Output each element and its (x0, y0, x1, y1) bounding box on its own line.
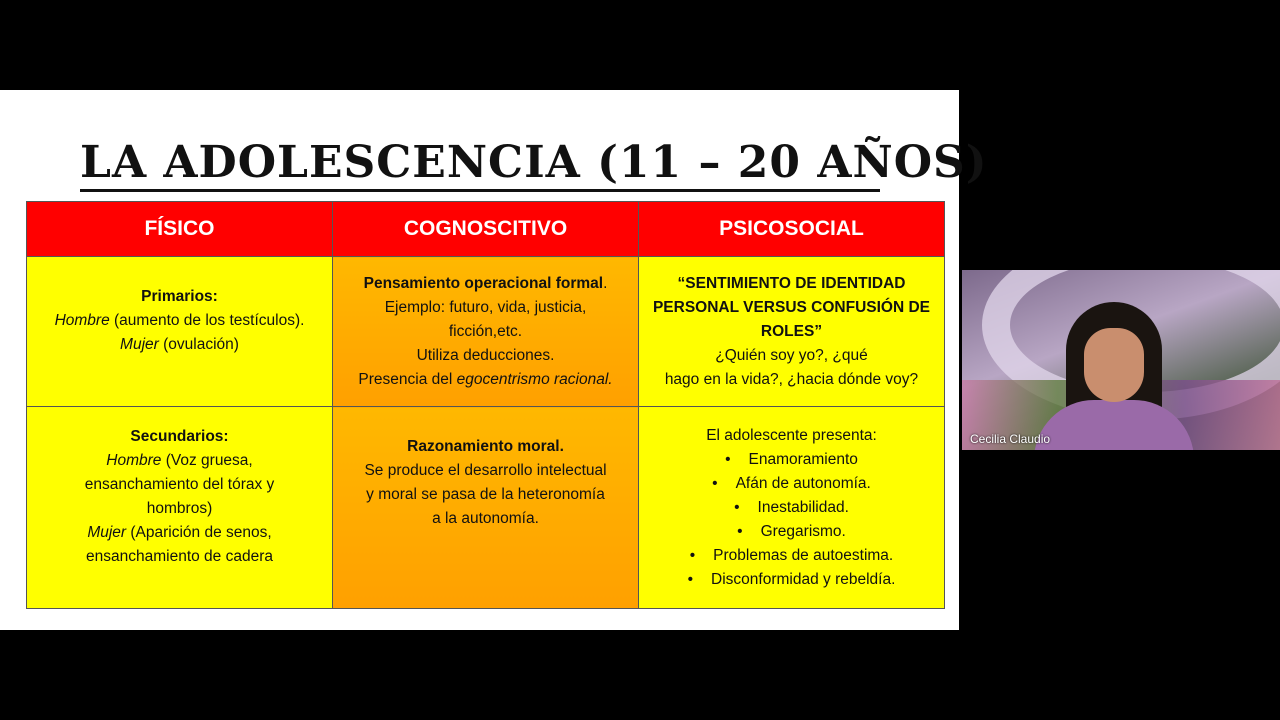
cell-cognoscitivo-pensamiento (333, 257, 639, 407)
participant-video-tile[interactable] (962, 270, 1280, 450)
list-item: • Enamoramiento (643, 448, 940, 472)
cell-line: ensanchamiento del tórax y (84, 475, 275, 493)
heading-suffix: . (603, 274, 608, 292)
slide-title: LA ADOLESCENCIA (11 – 20 AÑOS) (80, 134, 880, 192)
cell-line (31, 333, 328, 357)
cell-line: hago en la vida?, ¿hacia dónde voy? (664, 370, 919, 388)
development-table (26, 201, 945, 609)
cell-line: ¿Quién soy yo?, ¿qué (715, 346, 868, 364)
text: Presencia del (358, 370, 457, 388)
cell-heading: Primarios: (141, 287, 218, 305)
cell-psicosocial-caracteristicas (639, 407, 945, 609)
emphasis: Mujer (120, 335, 159, 353)
list-item: • Disconformidad y rebeldía. (643, 568, 940, 592)
cell-fisico-primarios (27, 257, 333, 407)
cell-psicosocial-identidad (639, 257, 945, 407)
emphasis: egocentrismo racional. (456, 370, 613, 388)
cell-line: a la autonomía. (432, 510, 539, 527)
list-item: • Afán de autonomía. (643, 472, 940, 496)
cell-heading (337, 272, 634, 296)
header-psicosocial: PSICOSOCIAL (639, 202, 945, 257)
participant-body (1034, 400, 1194, 450)
emphasis: Hombre (106, 451, 162, 469)
cell-line: Se produce el desarrollo intelectual (364, 462, 607, 479)
cell-line (31, 521, 328, 545)
heading-text: Pensamiento operacional formal (363, 274, 604, 292)
cell-line: hombros) (146, 499, 213, 517)
emphasis: Hombre (54, 311, 110, 329)
cell-heading: Razonamiento moral. (407, 438, 564, 455)
emphasis: Mujer (87, 523, 127, 541)
cell-line: y moral se pasa de la heteronomía (366, 486, 605, 503)
cell-line: ensanchamiento de cadera (86, 547, 273, 565)
table-header-row (27, 202, 945, 257)
cell-heading: Secundarios: (130, 427, 229, 445)
bullet-list (643, 448, 940, 592)
list-item: • Gregarismo. (643, 520, 940, 544)
text: (Voz gruesa, (161, 451, 253, 469)
cell-line: Utiliza deducciones. (416, 346, 555, 364)
header-cognoscitivo: COGNOSCITIVO (333, 202, 639, 257)
list-item: • Problemas de autoestima. (643, 544, 940, 568)
header-fisico: FÍSICO (27, 202, 333, 257)
list-item: • Inestabilidad. (643, 496, 940, 520)
cell-cognoscitivo-razonamiento (333, 407, 639, 609)
participant-name: Cecilia Claudio (970, 432, 1051, 446)
cell-heading: “SENTIMIENTO DE IDENTIDAD PERSONAL VERSUS CONFUSIÓN DE ROLES” (652, 274, 931, 340)
cell-line: ficción,etc. (448, 322, 523, 340)
participant-face (1084, 328, 1144, 402)
cell-line (31, 449, 328, 473)
cell-line: Ejemplo: futuro, vida, justicia, (384, 298, 587, 316)
table-row (27, 407, 945, 609)
cell-line (31, 309, 328, 333)
cell-intro: El adolescente presenta: (706, 426, 877, 444)
participant-figure (1034, 300, 1194, 450)
text: (aumento de los testículos). (109, 311, 305, 329)
cell-line (337, 368, 634, 392)
cell-fisico-secundarios (27, 407, 333, 609)
text: (ovulación) (158, 335, 239, 353)
table-row (27, 257, 945, 407)
text: (Aparición de senos, (126, 523, 272, 541)
